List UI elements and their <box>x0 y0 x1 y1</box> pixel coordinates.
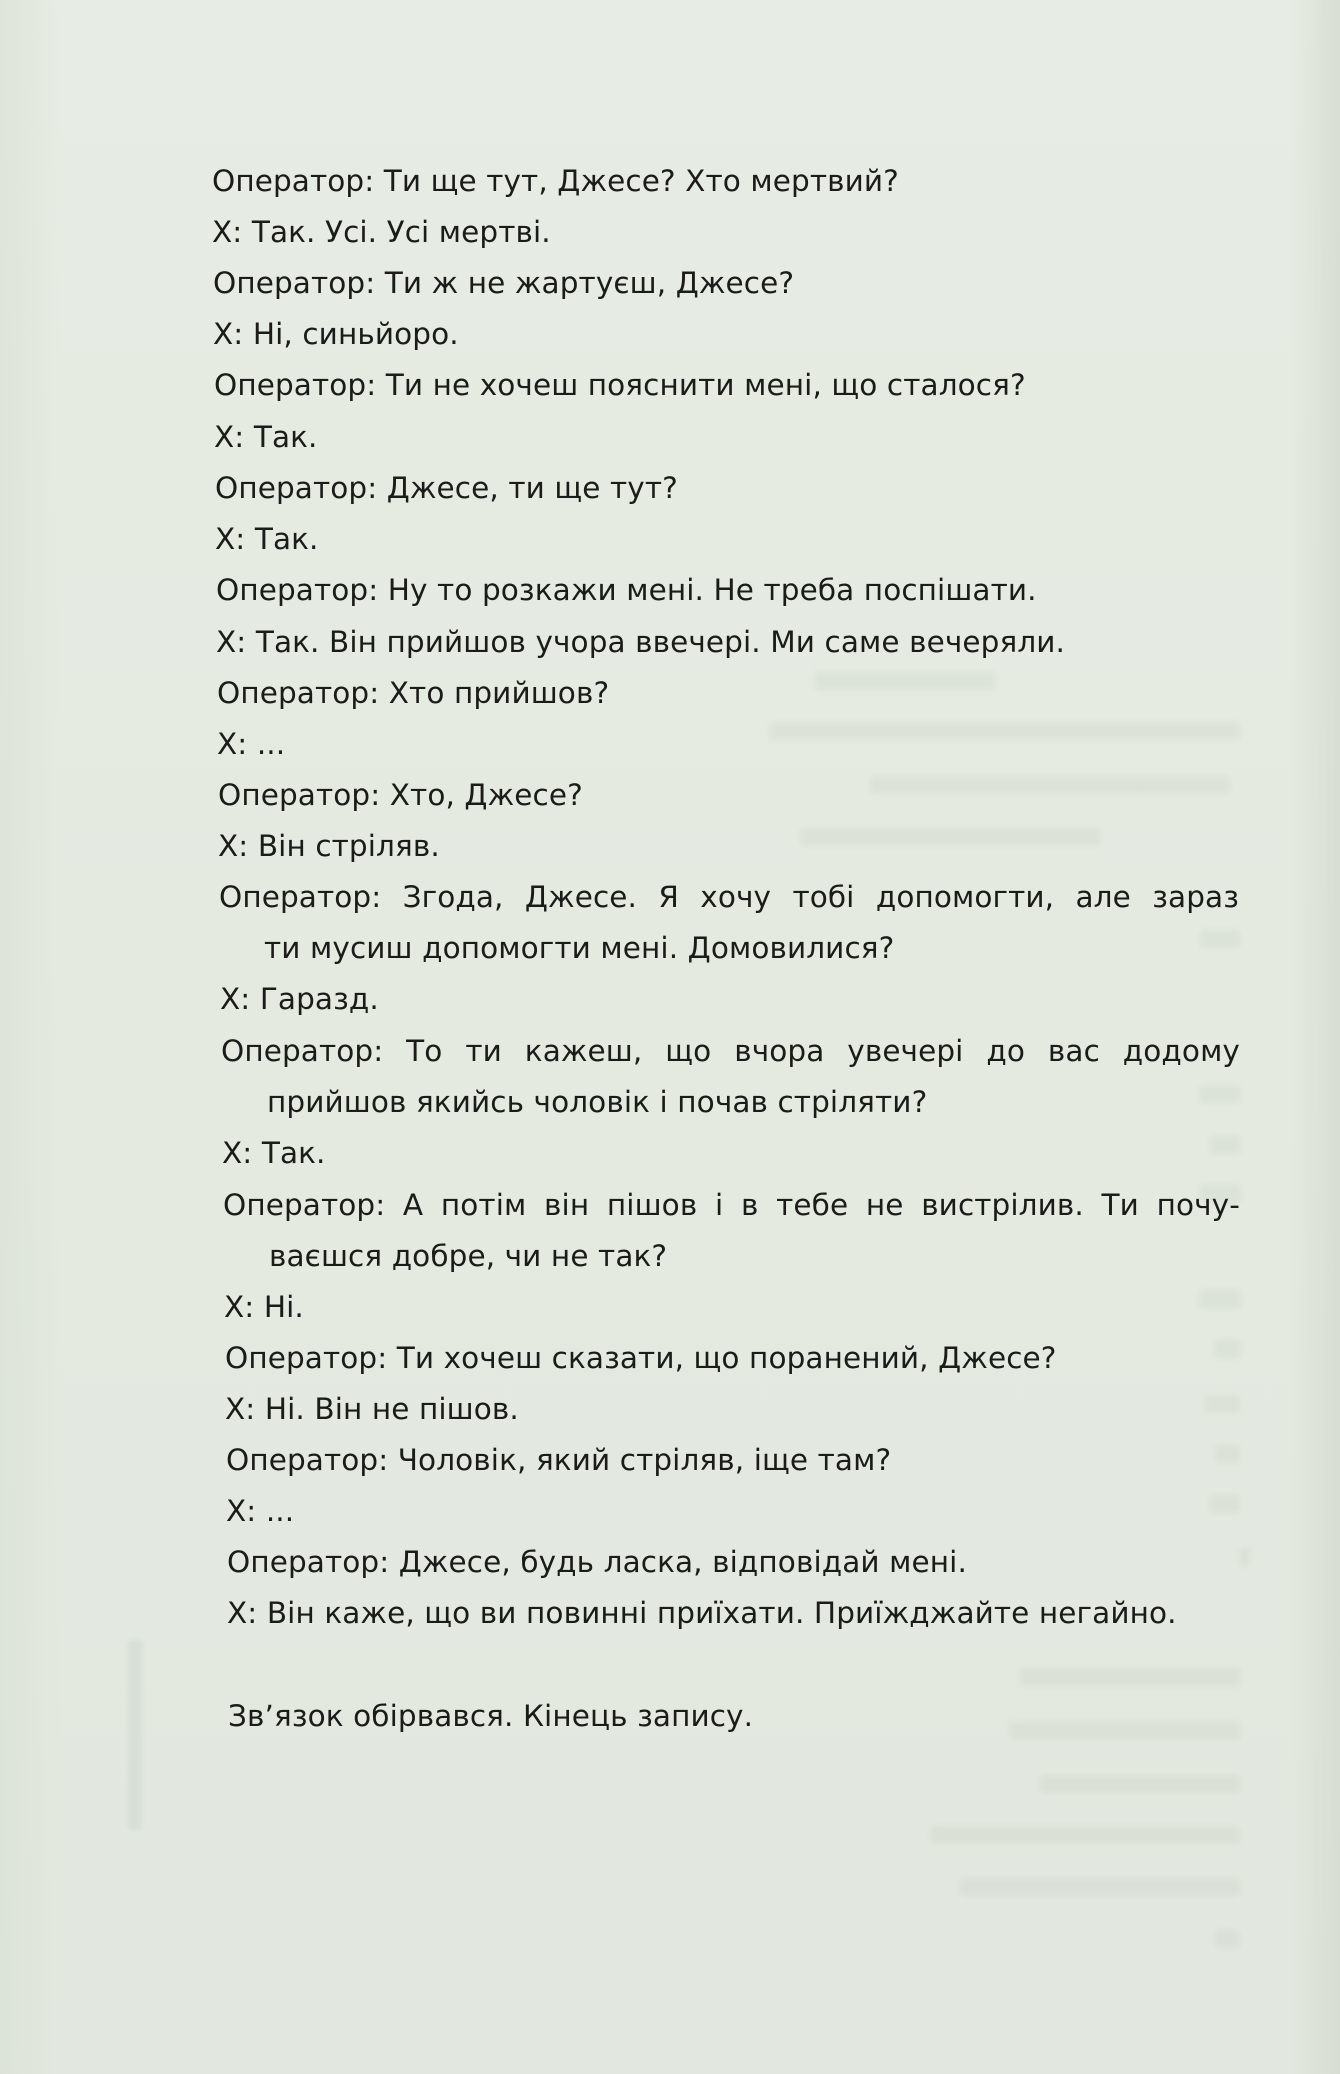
transcript-line-x: Х: Ні, синьйоро. <box>213 317 459 351</box>
transcript-closing-note: Зв’язок обірвався. Кінець запису. <box>228 1699 754 1733</box>
transcript-line-operator: Оператор: Ну то розкажи мені. Не треба поспішати. <box>216 573 1037 607</box>
transcript-line-x: Х: Гаразд. <box>220 982 379 1016</box>
transcript-line-x: Х: Ні. Він не пішов. <box>225 1392 519 1426</box>
transcript-line-operator: Оператор: То ти кажеш, що вчора увечері до вас додому <box>221 1034 1240 1068</box>
transcript-line-operator: Оператор: Згода, Джесе. Я хочу тобі допомогти, але зараз <box>219 880 1239 914</box>
transcript-line-x: Х: Він стріляв. <box>218 829 440 863</box>
transcript-line-operator: Оператор: Ти хочеш сказати, що поранений, Джесе? <box>225 1341 1057 1375</box>
transcript-line-continuation: ти мусиш допомогти мені. Домовилися? <box>264 931 895 965</box>
transcript-line-continuation: ваєшся добре, чи не так? <box>269 1239 668 1273</box>
transcript-line-operator: Оператор: Ти ще тут, Джесе? Хто мертвий? <box>212 164 899 198</box>
transcript-line-x: Х: Так. <box>214 420 318 454</box>
transcript-line-operator: Оператор: Хто прийшов? <box>217 676 610 710</box>
transcript-line-x: Х: ... <box>226 1494 295 1528</box>
transcript-line-operator: Оператор: Чоловік, який стріляв, іще там? <box>226 1443 892 1477</box>
transcript-line-x: Х: Ні. <box>224 1290 304 1324</box>
transcript-line-x: Х: Так. <box>215 522 319 556</box>
transcript-line-operator: Оператор: Джесе, ти ще тут? <box>215 471 678 505</box>
transcript-line-operator: Оператор: Ти не хочеш пояснити мені, що сталося? <box>214 368 1026 402</box>
transcript-line-continuation: прийшов якийсь чоловік і почав стріляти? <box>267 1085 928 1119</box>
transcript-line-x: Х: Так. Усі. Усі мертві. <box>212 215 551 249</box>
transcript-line-operator: Оператор: Ти ж не жартуєш, Джесе? <box>213 266 795 300</box>
transcript-line-x: Х: ... <box>217 727 286 761</box>
transcript-line-operator: Оператор: А потім він пішов і в тебе не вистрілив. Ти почу- <box>223 1188 1240 1222</box>
transcript-line-x: Х: Він каже, що ви повинні приїхати. Приїжджайте негайно. <box>227 1596 1177 1630</box>
transcript-line-x: Х: Так. <box>222 1136 326 1170</box>
transcript-line-operator: Оператор: Хто, Джесе? <box>218 778 583 812</box>
transcript-line-x: Х: Так. Він прийшов учора ввечері. Ми саме вечеряли. <box>216 625 1066 659</box>
transcript-line-operator: Оператор: Джесе, будь ласка, відповідай мені. <box>227 1545 967 1579</box>
